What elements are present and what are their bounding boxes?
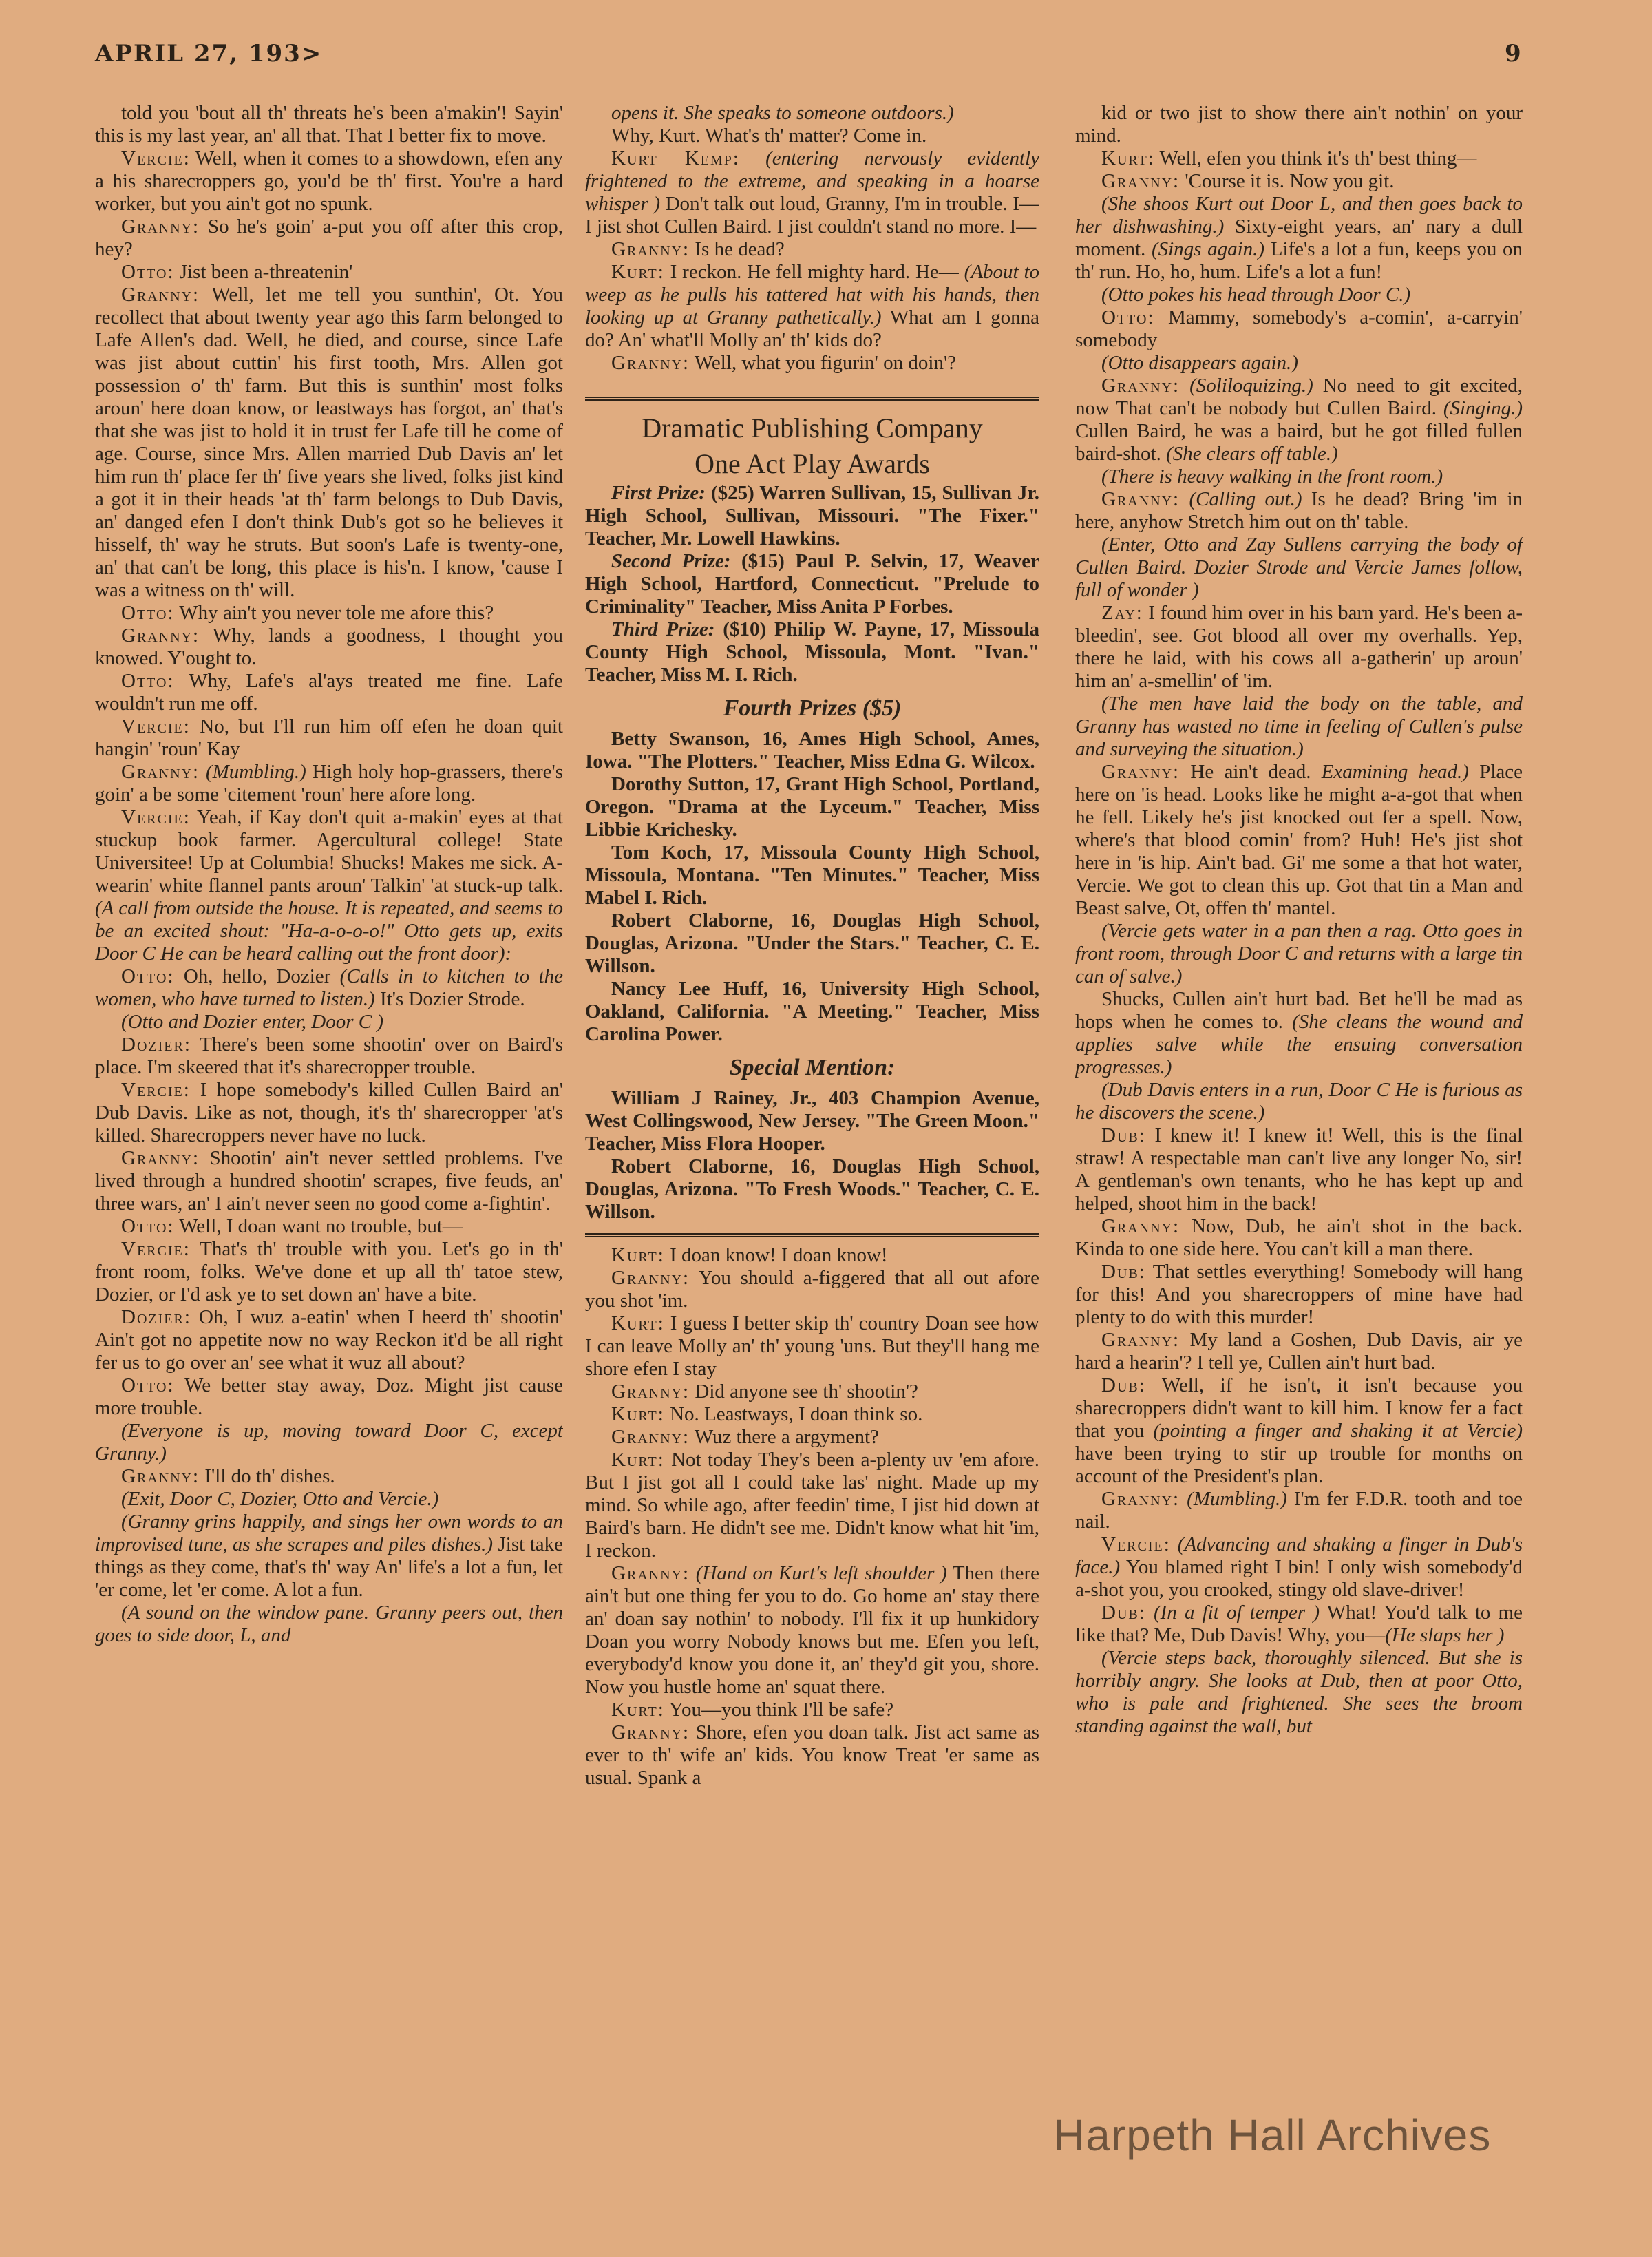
stage-direction: (Calling out.) xyxy=(1180,488,1302,510)
dialogue-text: We better stay away, Doz. Might jist cause more trouble. xyxy=(95,1374,563,1419)
speaker-name: Granny: xyxy=(121,216,200,238)
dialogue-text: Not today They's been a-plenty uv 'em afore. But I jist got all I could take las' night. Made up my mind. So while ago, after feedin' time, I jist hid down at Baird's barn. He didn't see me. Didn't know what hit 'im, I reckon. xyxy=(585,1449,1039,1562)
script-paragraph xyxy=(95,216,563,261)
speaker-name: Otto: xyxy=(121,1374,175,1396)
dialogue-text: Oh, I wuz a-eatin' when I heerd th' shootin' Ain't got no appetite now no way Reckon it'd be all right fer us to go over an' see what it wuz all about? xyxy=(95,1306,563,1374)
speaker-name: Dozier: xyxy=(121,1306,191,1328)
speaker-name: Dozier: xyxy=(121,1033,191,1056)
dialogue-text: Well, I doan want no trouble, but— xyxy=(174,1215,463,1237)
speaker-name: Dub: xyxy=(1101,1261,1146,1283)
speaker-name: Granny: xyxy=(611,238,690,260)
dialogue-text: What am I gonna do? An' what'll Molly an' th' kids do? xyxy=(585,306,1039,351)
script-paragraph xyxy=(585,147,1039,238)
prize-list xyxy=(585,482,1039,686)
script-paragraph xyxy=(585,1403,1039,1426)
script-paragraph xyxy=(1075,352,1523,375)
dialogue-text: Why, Kurt. What's th' matter? Come in. xyxy=(611,125,927,147)
column-1 xyxy=(95,102,563,2181)
column-3 xyxy=(1075,102,1523,2167)
dialogue-text: Shootin' ain't never settled problems. I've lived through a hundred shootin' scrapes, five feuds, an' three wars, an' I ain't never seen no good come a-fightin'. xyxy=(95,1147,563,1215)
dialogue-text: Well, if he isn't, it isn't because you sharecroppers didn't want to kill him. I know fer a fact that you xyxy=(1075,1374,1523,1442)
prize-label: Third Prize: xyxy=(611,618,715,640)
script-paragraph xyxy=(95,1033,563,1079)
script-paragraph xyxy=(1075,1215,1523,1261)
stage-direction: (The men have laid the body on the table, and Granny has wasted no time in feeling of Cullen's pulse and surveying the situation.) xyxy=(1075,693,1523,760)
script-paragraph xyxy=(585,102,1039,125)
speaker-name: Granny: xyxy=(121,1147,200,1169)
script-paragraph xyxy=(95,965,563,1011)
script-paragraph xyxy=(95,1511,563,1602)
script-paragraph xyxy=(585,238,1039,261)
stage-direction: (Otto and Dozier enter, Door C ) xyxy=(121,1011,384,1033)
script-paragraph xyxy=(1075,465,1523,488)
script-paragraph xyxy=(1075,193,1523,284)
speaker-name: Granny: xyxy=(1101,1488,1180,1510)
speaker-name: Otto: xyxy=(121,261,175,283)
script-paragraph xyxy=(1075,988,1523,1079)
script-paragraph xyxy=(585,352,1039,375)
prize-text: ($10) Philip W. Payne, 17, Missoula County High School, Missoula, Mont. "Ivan." Teacher, Miss M. I. Rich. xyxy=(585,618,1039,686)
script-paragraph xyxy=(585,1244,1039,1267)
dialogue-text: Well, let me tell you sunthin', Ot. You recollect that about twenty year ago this farm belonged to Lafe Allen's dad. Well, he died, and course, since Lafe was jist about cuttin' his first tooth, Mrs. Allen got possession o' th' farm. But this is sunthin' most folks aroun' here doan know, or leastways has forgot, an' that's that she was jist to hold it in trust fer Lafe till he come of age. Course, since Mrs. Allen married Dub Davis an' let him run th' place fer th' five years she lived, folks jist kind a got it in their heads 'at th' farm belongs to Dub Davis, an' danged efen I don't think Dub's got so he believes it hisself, th' way he struts. But soon's Lafe is twenty-one, an' that can't be long, this place is his'n. I know, 'cause I was a witness on th' will. xyxy=(95,284,563,601)
script-paragraph xyxy=(95,261,563,284)
stage-direction: (Singing.) xyxy=(1437,397,1523,419)
speaker-name: Granny: xyxy=(1101,1215,1180,1237)
dialogue-text: Place here on 'is head. Looks like he might a-a-got that when he fell. Likely he's jist knocked out fer a spell. Now, where's that blood comin' from? Huh! He's jist shot here in 'is hip. Ain't bad. Gi' me some a that hot water, Vercie. We got to clean this up. Got that tin a Man and Beast salve, Ot, offen th' mantel. xyxy=(1075,761,1523,919)
dialogue-text: Why, lands a goodness, I thought you knowed. Y'ought to. xyxy=(95,624,563,669)
script-paragraph xyxy=(95,1374,563,1420)
stage-direction: (Vercie steps back, thoroughly silenced. But she is horribly angry. She looks at Dub, then at poor Otto, who is pale and frightened. She sees the broom standing against the wall, but xyxy=(1075,1647,1523,1737)
speaker-name: Vercie: xyxy=(121,147,191,169)
script-paragraph xyxy=(95,1602,563,1647)
script-paragraph xyxy=(585,1699,1039,1721)
dialogue-text: There's been some shootin' over on Baird's place. I'm skeered that it's sharecropper trouble. xyxy=(95,1033,563,1078)
stage-direction: (entering nervously evidently frightened to the extreme, and speaking in a hoarse whisper ) xyxy=(585,147,1039,215)
script-paragraph xyxy=(585,1267,1039,1312)
dialogue-text: I reckon. He fell mighty hard. He— xyxy=(664,261,959,283)
script-paragraph xyxy=(95,806,563,965)
stage-direction: (Granny grins happily, and sings her own words to an improvised tune, as she scrapes and piles dishes.) xyxy=(95,1511,563,1555)
dialogue-text: I'll do th' dishes. xyxy=(200,1465,335,1487)
fourth-prize-entry: Betty Swanson, 16, Ames High School, Ames, Iowa. "The Plotters." Teacher, Miss Edna G. Wilcox. xyxy=(585,728,1039,773)
script-paragraph xyxy=(1075,1374,1523,1488)
prize-entry xyxy=(585,618,1039,686)
stage-direction: (Otto pokes his head through Door C.) xyxy=(1101,284,1411,306)
dialogue-text: Life's a lot a fun, keeps you on th' run. Ho, ho, hum. Life's a lot a fun! xyxy=(1075,238,1523,283)
script-paragraph xyxy=(95,1238,563,1306)
speaker-name: Granny: xyxy=(611,352,690,374)
stage-direction: opens it. She speaks to someone outdoors.) xyxy=(611,102,954,124)
stage-direction: (Otto disappears again.) xyxy=(1101,352,1298,374)
script-paragraph xyxy=(95,715,563,761)
script-paragraph xyxy=(95,1079,563,1147)
dialogue-text: Why ain't you never tole me afore this? xyxy=(174,602,494,624)
dialogue-text: Shore, efen you doan talk. Jist act same as ever to th' wife an' kids. You know Treat 'er same as usual. Spank a xyxy=(585,1721,1039,1789)
speaker-name: Otto: xyxy=(1101,306,1155,328)
dialogue-text: It's Dozier Strode. xyxy=(374,988,525,1010)
fourth-prize-list xyxy=(585,728,1039,1046)
speaker-name: Kurt: xyxy=(611,261,665,283)
dialogue-text: Oh, hello, Dozier xyxy=(174,965,331,987)
script-paragraph xyxy=(1075,920,1523,988)
dialogue-text: Don't talk out loud, Granny, I'm in trouble. I—I jist shot Cullen Baird. I jist couldn't stand no more. I— xyxy=(585,193,1039,238)
special-prize-entry: Robert Claborne, 16, Douglas High School, Douglas, Arizona. "To Fresh Woods." Teacher, C. E. Willson. xyxy=(585,1155,1039,1223)
speaker-name: Granny: xyxy=(1101,761,1180,783)
speaker-name: Granny: xyxy=(611,1267,690,1289)
dialogue-text: No, but I'll run him off efen he doan quit hangin' 'roun' Kay xyxy=(95,715,563,760)
script-paragraph xyxy=(95,1215,563,1238)
dialogue-text: That's th' trouble with you. Let's go in th' front room, folks. We've done et up all th' tatoe stew, Dozier, or I'd ask ye to set down an' have a bite. xyxy=(95,1238,563,1305)
column-2-bottom xyxy=(585,1244,1039,1789)
stage-direction: (Exit, Door C, Dozier, Otto and Vercie.) xyxy=(121,1488,439,1510)
speaker-name: Granny: xyxy=(121,624,200,647)
script-paragraph xyxy=(1075,1602,1523,1647)
dialogue-text: Well, what you figurin' on doin'? xyxy=(690,352,957,374)
script-paragraph xyxy=(95,670,563,715)
script-paragraph xyxy=(1075,602,1523,693)
prize-entry xyxy=(585,482,1039,550)
dialogue-text: So he's goin' a-put you off after this crop, hey? xyxy=(95,216,563,260)
script-paragraph xyxy=(585,1381,1039,1403)
prize-label: Second Prize: xyxy=(611,550,731,572)
stage-direction: (She clears off table.) xyxy=(1161,443,1338,465)
speaker-name: Vercie: xyxy=(121,806,191,828)
speaker-name: Kurt: xyxy=(1101,147,1155,169)
stage-direction: (Hand on Kurt's left shoulder ) xyxy=(690,1562,947,1584)
speaker-name: Granny: xyxy=(1101,488,1180,510)
speaker-name: Granny: xyxy=(121,761,200,783)
script-paragraph xyxy=(1075,761,1523,920)
speaker-name: Kurt Kemp: xyxy=(611,147,740,169)
dialogue-text: I found him over in his barn yard. He's been a-bleedin', see. Got blood all over my overhalls. Yep, there he laid, with his cows all a-gatherin' up aroun' him an' a-smellin' of 'im. xyxy=(1075,602,1523,692)
column-2-top xyxy=(585,102,1039,375)
dialogue-text: I knew it! I knew it! Well, this is the final straw! A respectable man can't live any longer No, sir! A gentleman's own tenants, who he has kept up and helped, shoot him in the back! xyxy=(1075,1124,1523,1215)
dialogue-text: Is he dead? xyxy=(690,238,785,260)
stage-direction: (Sings again.) xyxy=(1145,238,1265,260)
speaker-name: Kurt: xyxy=(611,1312,665,1334)
special-prize-entry: William J Rainey, Jr., 403 Champion Avenue, West Collingswood, New Jersey. "The Green Moon." Teacher, Miss Flora Hooper. xyxy=(585,1087,1039,1155)
dialogue-text: You blamed right I bin! I only wish somebody'd a-shot you, you crooked, stingy old slave-driver! xyxy=(1075,1556,1523,1601)
prize-text: ($25) Warren Sullivan, 15, Sullivan Jr. High School, Sullivan, Missouri. "The Fixer." Teacher, Mr. Lowell Hawkins. xyxy=(585,482,1039,549)
script-paragraph xyxy=(585,1312,1039,1381)
script-paragraph xyxy=(585,1426,1039,1449)
stage-direction: (pointing a finger and shaking it at Vercie) xyxy=(1144,1420,1523,1442)
dialogue-text: No need to git excited, now That can't be nobody but Cullen Baird. xyxy=(1075,375,1523,419)
script-paragraph xyxy=(1075,1079,1523,1124)
stage-direction: (She cleans the wound and applies salve while the ensuing conversation progresses.) xyxy=(1075,1011,1523,1078)
stage-direction: (Calls in to kitchen to the women, who have turned to listen.) xyxy=(95,965,563,1010)
dialogue-text: Yeah, if Kay don't quit a-makin' eyes at that stuckup book farmer. Agercultural college! State Universitee! Up at Columbia! Shucks! Makes me sick. A-wearin' white flannel pants aroun' Talkin' 'at stuck-up talk. xyxy=(95,806,563,896)
fourth-prize-entry: Dorothy Sutton, 17, Grant High School, Portland, Oregon. "Drama at the Lyceum." Teacher, Miss Libbie Krichesky. xyxy=(585,773,1039,841)
stage-direction: (She shoos Kurt out Door L, and then goes back to her dishwashing.) xyxy=(1075,193,1523,238)
script-paragraph xyxy=(95,1011,563,1033)
speaker-name: Dub: xyxy=(1101,1124,1146,1146)
dialogue-text: told you 'bout all th' threats he's been a'makin'! Sayin' this is my last year, an' all that. That I better fix to move. xyxy=(95,102,563,147)
dialogue-text: Well, efen you think it's th' best thing— xyxy=(1154,147,1477,169)
stage-direction: (Mumbling.) xyxy=(200,761,306,783)
speaker-name: Kurt: xyxy=(611,1244,665,1266)
awards-box xyxy=(585,397,1039,1237)
fourth-prize-entry: Tom Koch, 17, Missoula County High School, Missoula, Montana. "Ten Minutes." Teacher, Miss Mabel I. Rich. xyxy=(585,841,1039,909)
speaker-name: Dub: xyxy=(1101,1602,1146,1624)
script-paragraph xyxy=(1075,693,1523,761)
stage-direction: (Enter, Otto and Zay Sullens carrying the body of Cullen Baird. Dozier Strode and Vercie James follow, full of wonder ) xyxy=(1075,534,1523,601)
stage-direction: (Mumbling.) xyxy=(1180,1488,1287,1510)
speaker-name: Granny: xyxy=(121,284,200,306)
script-paragraph xyxy=(1075,1488,1523,1533)
stage-direction: Examining head.) xyxy=(1311,761,1469,783)
dialogue-text: I'm fer F.D.R. tooth and toe nail. xyxy=(1075,1488,1523,1533)
script-paragraph xyxy=(95,147,563,216)
script-paragraph xyxy=(95,624,563,670)
fourth-prizes-heading: Fourth Prizes ($5) xyxy=(723,695,902,721)
stage-direction: (Soliloquizing.) xyxy=(1180,375,1313,397)
script-paragraph xyxy=(95,761,563,806)
dialogue-text: You—you think I'll be safe? xyxy=(664,1699,894,1721)
script-paragraph xyxy=(1075,1329,1523,1374)
dialogue-text: Now, Dub, he ain't shot in the back. Kinda to one side here. You can't kill a man there. xyxy=(1075,1215,1523,1260)
script-paragraph xyxy=(1075,306,1523,352)
stage-direction: (In a fit of temper ) xyxy=(1145,1602,1320,1624)
speaker-name: Dub: xyxy=(1101,1374,1146,1396)
stage-direction: (A sound on the window pane. Granny peers out, then goes to side door, L, and xyxy=(95,1602,563,1646)
stage-direction: (Dub Davis enters in a run, Door C He is furious as he discovers the scene.) xyxy=(1075,1079,1523,1124)
script-paragraph xyxy=(1075,147,1523,170)
special-mention-heading: Special Mention: xyxy=(729,1055,896,1080)
dialogue-text: I guess I better skip th' country Doan see how I can leave Molly an' th' young 'uns. But they'll hang me shore efen I stay xyxy=(585,1312,1039,1380)
dialogue-text: Well, when it comes to a showdown, efen any a his sharecroppers go, you'd be th' first. You're a hard worker, but you ain't got no spunk. xyxy=(95,147,563,215)
speaker-name: Otto: xyxy=(121,670,175,692)
script-paragraph xyxy=(95,284,563,602)
prize-label: First Prize: xyxy=(611,482,706,504)
script-paragraph xyxy=(585,125,1039,147)
dialogue-text: Sixty-eight years, an' nary a dull moment. xyxy=(1075,216,1523,260)
script-paragraph xyxy=(585,1721,1039,1789)
script-paragraph xyxy=(95,1488,563,1511)
script-paragraph xyxy=(95,1465,563,1488)
script-paragraph xyxy=(1075,284,1523,306)
dialogue-text: I hope somebody's killed Cullen Baird an' Dub Davis. Like as not, though, it's th' sharecropper 'at's killed. Sharecroppers never have no luck. xyxy=(95,1079,563,1146)
dialogue-text: My land a Goshen, Dub Davis, air ye hard a hearin'? I tell ye, Cullen ain't hurt bad. xyxy=(1075,1329,1523,1374)
dialogue-text: Did anyone see th' shootin'? xyxy=(690,1381,918,1403)
dialogue-text: have been trying to stir up trouble for months on account of the President's plan. xyxy=(1075,1442,1523,1487)
stage-direction: (There is heavy walking in the front room.) xyxy=(1101,465,1443,487)
script-paragraph xyxy=(1075,488,1523,534)
stage-direction: (Vercie gets water in a pan then a rag. Otto goes in front room, through Door C and returns with a large tin can of salve.) xyxy=(1075,920,1523,987)
fourth-prize-entry: Nancy Lee Huff, 16, University High School, Oakland, California. "A Meeting." Teacher, Miss Carolina Power. xyxy=(585,978,1039,1045)
awards-title-1: Dramatic Publishing Company xyxy=(642,412,983,443)
dialogue-text: Is he dead? Bring 'im in here, anyhow Stretch him out on th' table. xyxy=(1075,488,1523,533)
speaker-name: Kurt: xyxy=(611,1699,665,1721)
speaker-name: Vercie: xyxy=(1101,1533,1171,1555)
script-paragraph xyxy=(1075,102,1523,147)
speaker-name: Vercie: xyxy=(121,1079,191,1101)
stage-direction: (About to weep as he pulls his tattered hat with his hands, then looking up at Granny pathetically.) xyxy=(585,261,1039,328)
page-number: 9 xyxy=(1505,40,1523,67)
speaker-name: Otto: xyxy=(121,1215,175,1237)
fourth-prize-entry: Robert Claborne, 16, Douglas High School, Douglas, Arizona. "Under the Stars." Teacher, C. E. Willson. xyxy=(585,910,1039,977)
dialogue-text: What! You'd talk to me like that? Me, Dub Davis! Why, you— xyxy=(1075,1602,1523,1646)
speaker-name: Granny: xyxy=(611,1721,690,1743)
speaker-name: Granny: xyxy=(611,1381,690,1403)
dialogue-text: Shucks, Cullen ain't hurt bad. Bet he'll be mad as hops when he comes to. xyxy=(1075,988,1523,1033)
script-paragraph xyxy=(1075,1261,1523,1329)
speaker-name: Kurt: xyxy=(611,1449,665,1471)
speaker-name: Granny: xyxy=(1101,1329,1180,1351)
dialogue-text: Then there ain't but one thing fer you to do. Go home an' stay there an' doan say nothin' to nobody. I'll fix it up hunkidory Doan you worry Nobody knows but me. Efen you left, everybody'd know you done it, an' they'd git you, shore. Now you hustle home an' squat there. xyxy=(585,1562,1039,1698)
stage-direction: (He slaps her ) xyxy=(1385,1624,1505,1646)
script-paragraph xyxy=(1075,1124,1523,1215)
script-paragraph xyxy=(1075,375,1523,465)
script-paragraph xyxy=(95,1147,563,1215)
speaker-name: Granny: xyxy=(1101,170,1180,192)
script-paragraph xyxy=(1075,1647,1523,1738)
dialogue-text: kid or two jist to show there ain't nothin' on your mind. xyxy=(1075,102,1523,147)
speaker-name: Vercie: xyxy=(121,715,191,737)
dialogue-text: You should a-figgered that all out afore you shot 'im. xyxy=(585,1267,1039,1312)
dialogue-text: Jist been a-threatenin' xyxy=(174,261,353,283)
stage-direction: (Everyone is up, moving toward Door C, except Granny.) xyxy=(95,1420,563,1465)
dialogue-text: 'Course it is. Now you git. xyxy=(1180,170,1395,192)
special-mention-list xyxy=(585,1087,1039,1224)
speaker-name: Vercie: xyxy=(121,1238,191,1260)
awards-title-2: One Act Play Awards xyxy=(695,448,930,479)
dialogue-text: He ain't dead. xyxy=(1180,761,1311,783)
stage-direction: (Advancing and shaking a finger in Dub's face.) xyxy=(1075,1533,1523,1578)
script-paragraph xyxy=(95,102,563,147)
dialogue-text: High holy hop-grassers, there's goin' a be some 'citement 'roun' here afore long. xyxy=(95,761,563,806)
speaker-name: Granny: xyxy=(611,1562,690,1584)
script-paragraph xyxy=(1075,170,1523,193)
script-paragraph xyxy=(95,602,563,624)
dialogue-text: Mammy, somebody's a-comin', a-carryin' somebody xyxy=(1075,306,1523,351)
dialogue-text: Why, Lafe's al'ays treated me fine. Lafe wouldn't run me off. xyxy=(95,670,563,715)
archive-watermark: Harpeth Hall Archives xyxy=(1053,2110,1492,2160)
prize-text: ($15) Paul P. Selvin, 17, Weaver High School, Hartford, Connecticut. "Prelude to Criminality" Teacher, Miss Anita P Forbes. xyxy=(585,550,1039,618)
dialogue-text: No. Leastways, I doan think so. xyxy=(664,1403,923,1425)
script-paragraph xyxy=(1075,534,1523,602)
dialogue-text: Jist take things as they come, that's th' way An' life's a lot a fun, let 'er come, let 'er come. A lot a fun. xyxy=(95,1533,563,1601)
prize-entry xyxy=(585,550,1039,618)
script-paragraph xyxy=(585,261,1039,352)
script-paragraph xyxy=(585,1562,1039,1699)
speaker-name: Granny: xyxy=(1101,375,1180,397)
script-paragraph xyxy=(1075,1533,1523,1602)
speaker-name: Otto: xyxy=(121,965,175,987)
speaker-name: Granny: xyxy=(121,1465,200,1487)
script-paragraph xyxy=(95,1306,563,1374)
speaker-name: Otto: xyxy=(121,602,175,624)
speaker-name: Zay: xyxy=(1101,602,1143,624)
speaker-name: Granny: xyxy=(611,1426,690,1448)
stage-direction: (A call from outside the house. It is repeated, and seems to be an excited shout: "Ha-a-o-o-o!" Otto gets up, exits Door C He can be heard calling out the front door): xyxy=(95,897,563,965)
column-2 xyxy=(585,102,1039,2188)
script-paragraph xyxy=(585,1449,1039,1562)
issue-date: APRIL 27, 193> xyxy=(95,40,323,67)
speaker-name: Kurt: xyxy=(611,1403,665,1425)
dialogue-text: That settles everything! Somebody will hang for this! And you sharecroppers of mine have had plenty to do with this murder! xyxy=(1075,1261,1523,1328)
dialogue-text: Wuz there a argyment? xyxy=(690,1426,879,1448)
dialogue-text: Cullen Baird, he was a baird, but he got filled fullen baird-shot. xyxy=(1075,420,1523,465)
dialogue-text: I doan know! I doan know! xyxy=(664,1244,888,1266)
script-paragraph xyxy=(95,1420,563,1465)
